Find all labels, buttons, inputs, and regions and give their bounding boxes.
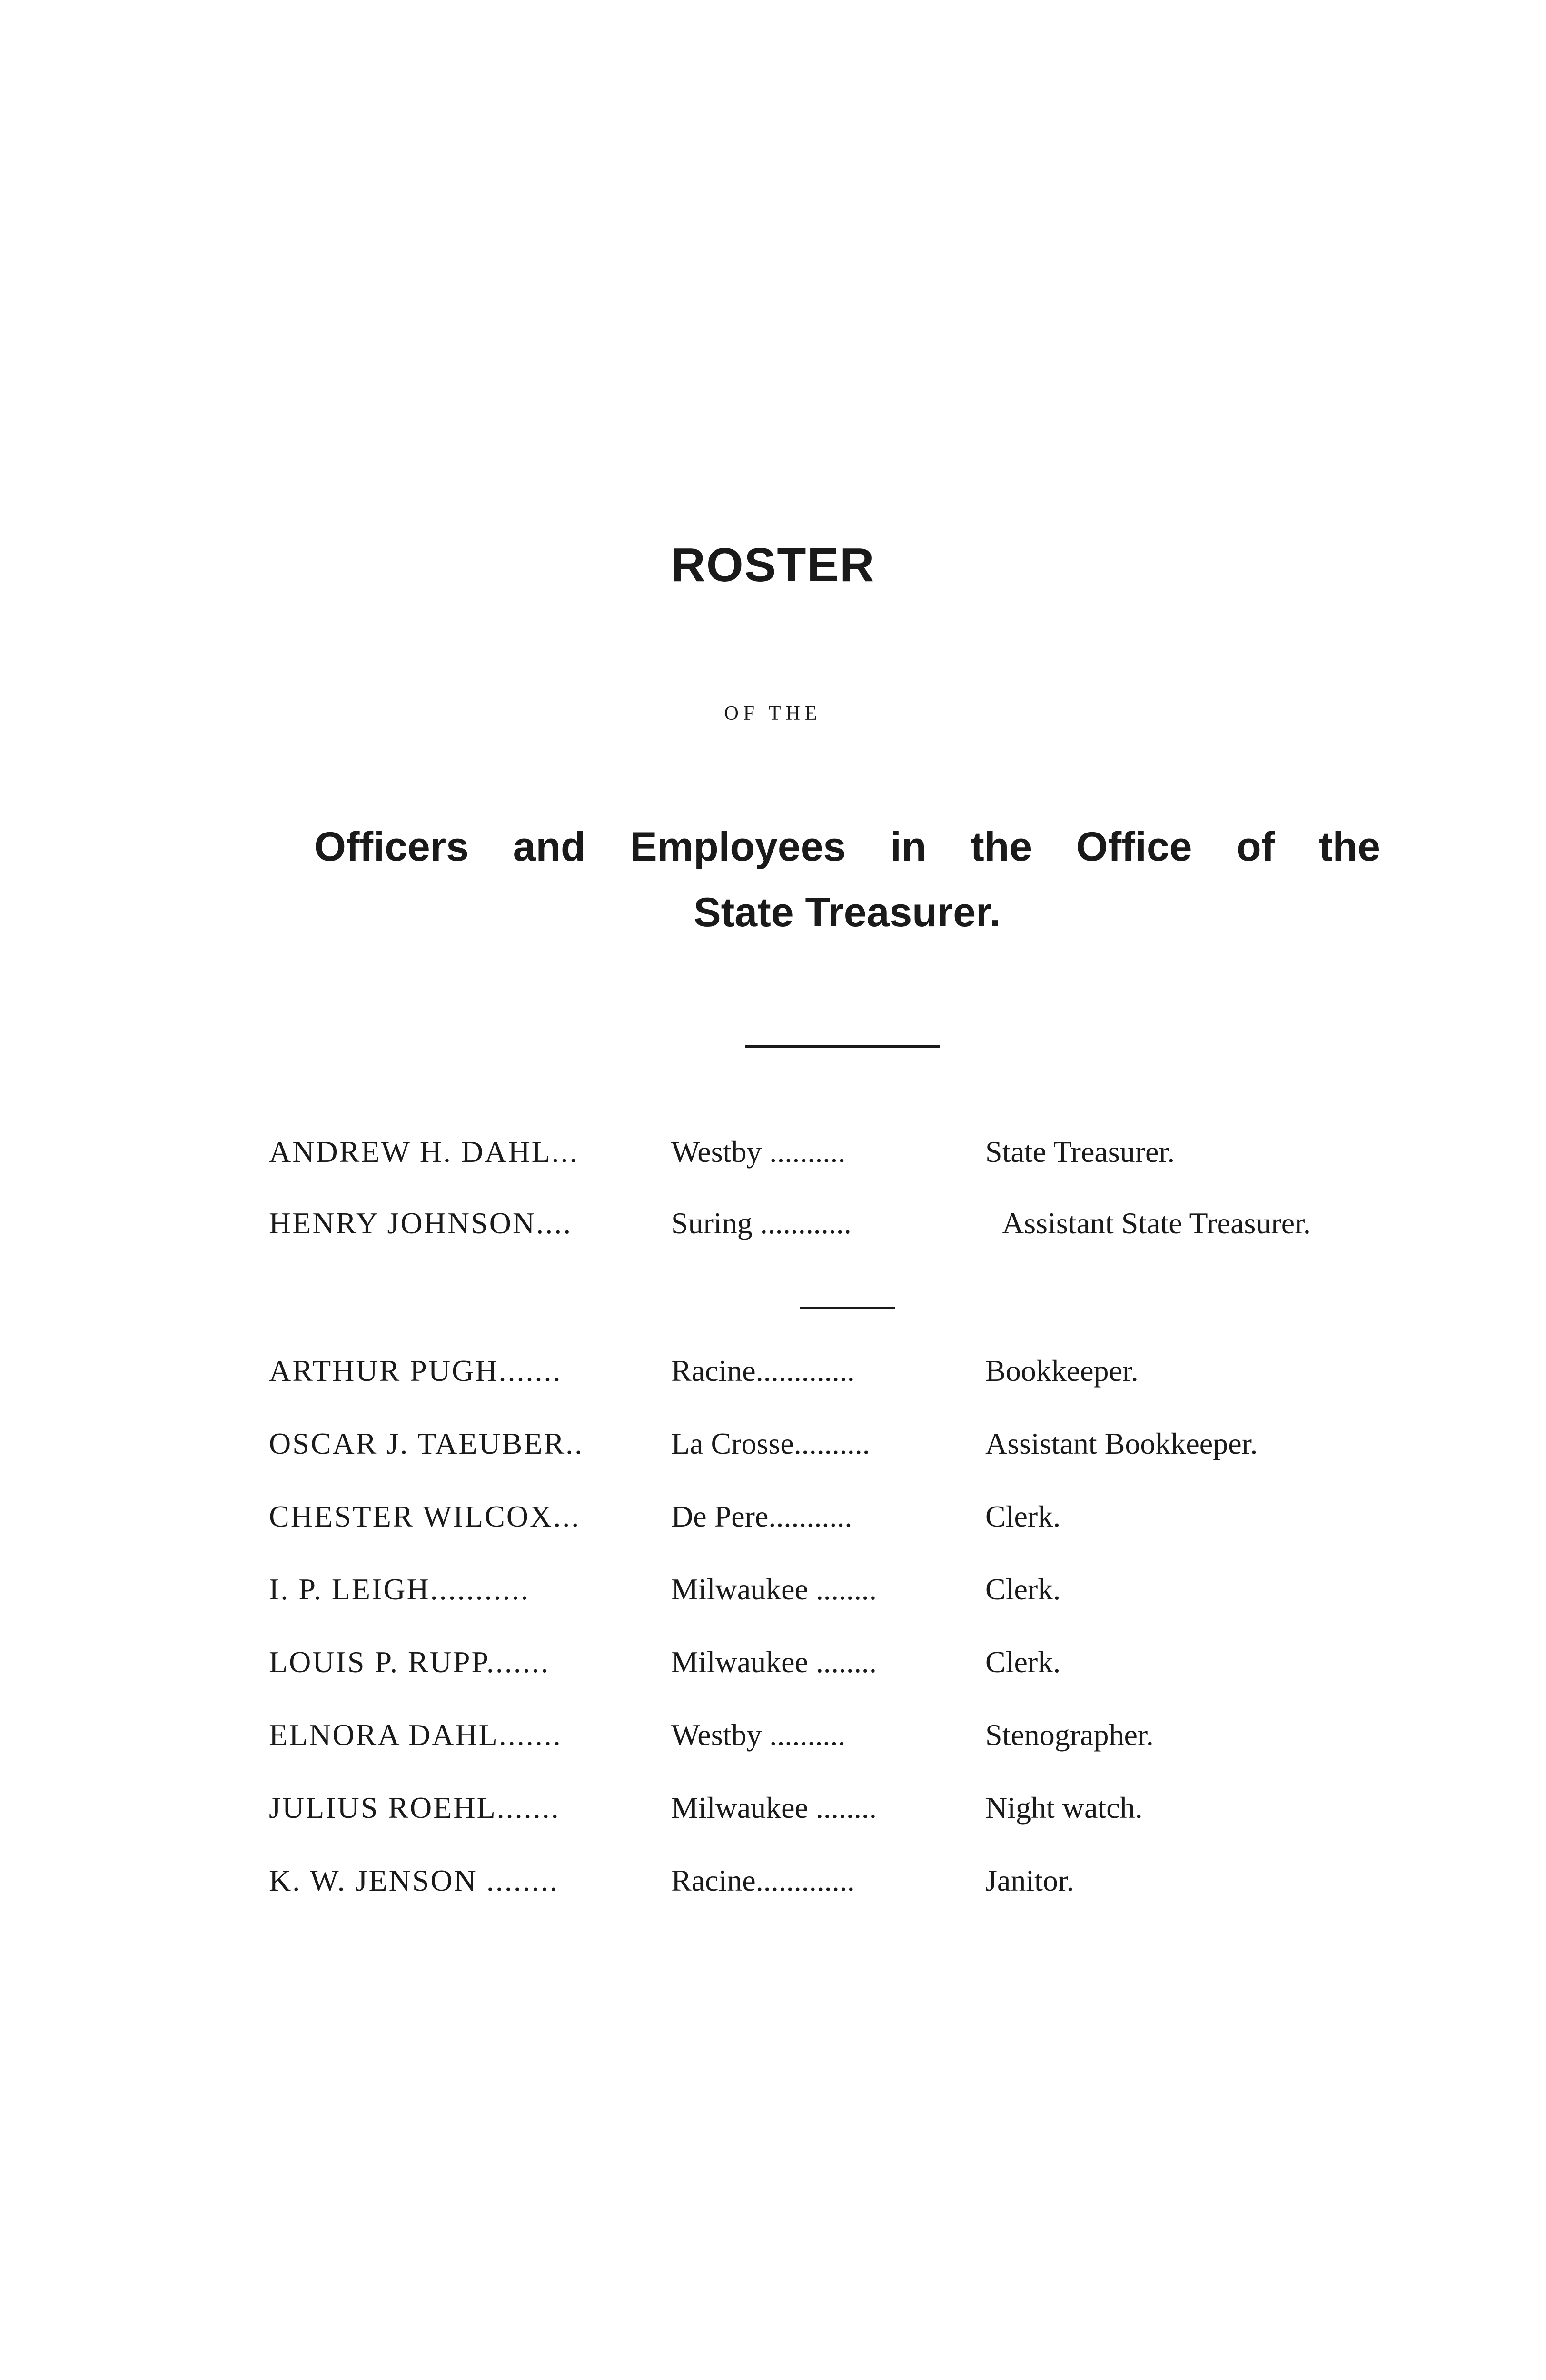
heading-divider	[745, 1045, 940, 1048]
group-divider	[800, 1307, 895, 1309]
roster-name: LOUIS P. RUPP.......	[269, 1645, 550, 1679]
roster-place: Westby ..........	[671, 1718, 846, 1752]
roster-name: K. W. JENSON ........	[269, 1864, 559, 1897]
roster-title: Clerk.	[985, 1499, 1061, 1533]
roster-place: Milwaukee ........	[671, 1572, 877, 1606]
roster-title: Assistant Bookkeeper.	[985, 1427, 1258, 1460]
roster-place: Milwaukee ........	[671, 1645, 877, 1679]
roster-name: CHESTER WILCOX...	[269, 1499, 581, 1533]
roster-title: Clerk.	[985, 1645, 1061, 1679]
roster-place: Westby ..........	[671, 1135, 846, 1169]
roster-name: ELNORA DAHL.......	[269, 1718, 562, 1752]
roster-place: Racine.............	[671, 1354, 855, 1388]
roster-place: La Crosse..........	[671, 1427, 870, 1460]
page-title: ROSTER	[671, 538, 875, 592]
page-subtitle	[314, 814, 1380, 945]
subtitle-line-1: Officers and Employees in the Office of the	[314, 824, 1380, 870]
roster-name: ARTHUR PUGH.......	[269, 1354, 562, 1388]
roster-title: Janitor.	[985, 1864, 1074, 1897]
roster-title: Assistant State Treasurer.	[1002, 1206, 1311, 1240]
roster-title: Stenographer.	[985, 1718, 1154, 1752]
roster-place: De Pere...........	[671, 1499, 852, 1533]
roster-title: Bookkeeper.	[985, 1354, 1139, 1388]
roster-place: Milwaukee ........	[671, 1791, 877, 1825]
roster-name: OSCAR J. TAEUBER..	[269, 1427, 584, 1460]
roster-name: ANDREW H. DAHL...	[269, 1135, 579, 1169]
of-the-line: OF THE	[724, 703, 822, 724]
roster-title: Clerk.	[985, 1572, 1061, 1606]
roster-place: Racine.............	[671, 1864, 855, 1897]
roster-title: State Treasurer.	[985, 1135, 1175, 1169]
roster-place: Suring ............	[671, 1206, 852, 1240]
roster-name: JULIUS ROEHL.......	[269, 1791, 560, 1825]
roster-name: I. P. LEIGH...........	[269, 1572, 530, 1606]
subtitle-line-2: State Treasurer.	[694, 890, 1001, 935]
roster-name: HENRY JOHNSON....	[269, 1206, 573, 1240]
roster-title: Night watch.	[985, 1791, 1143, 1825]
